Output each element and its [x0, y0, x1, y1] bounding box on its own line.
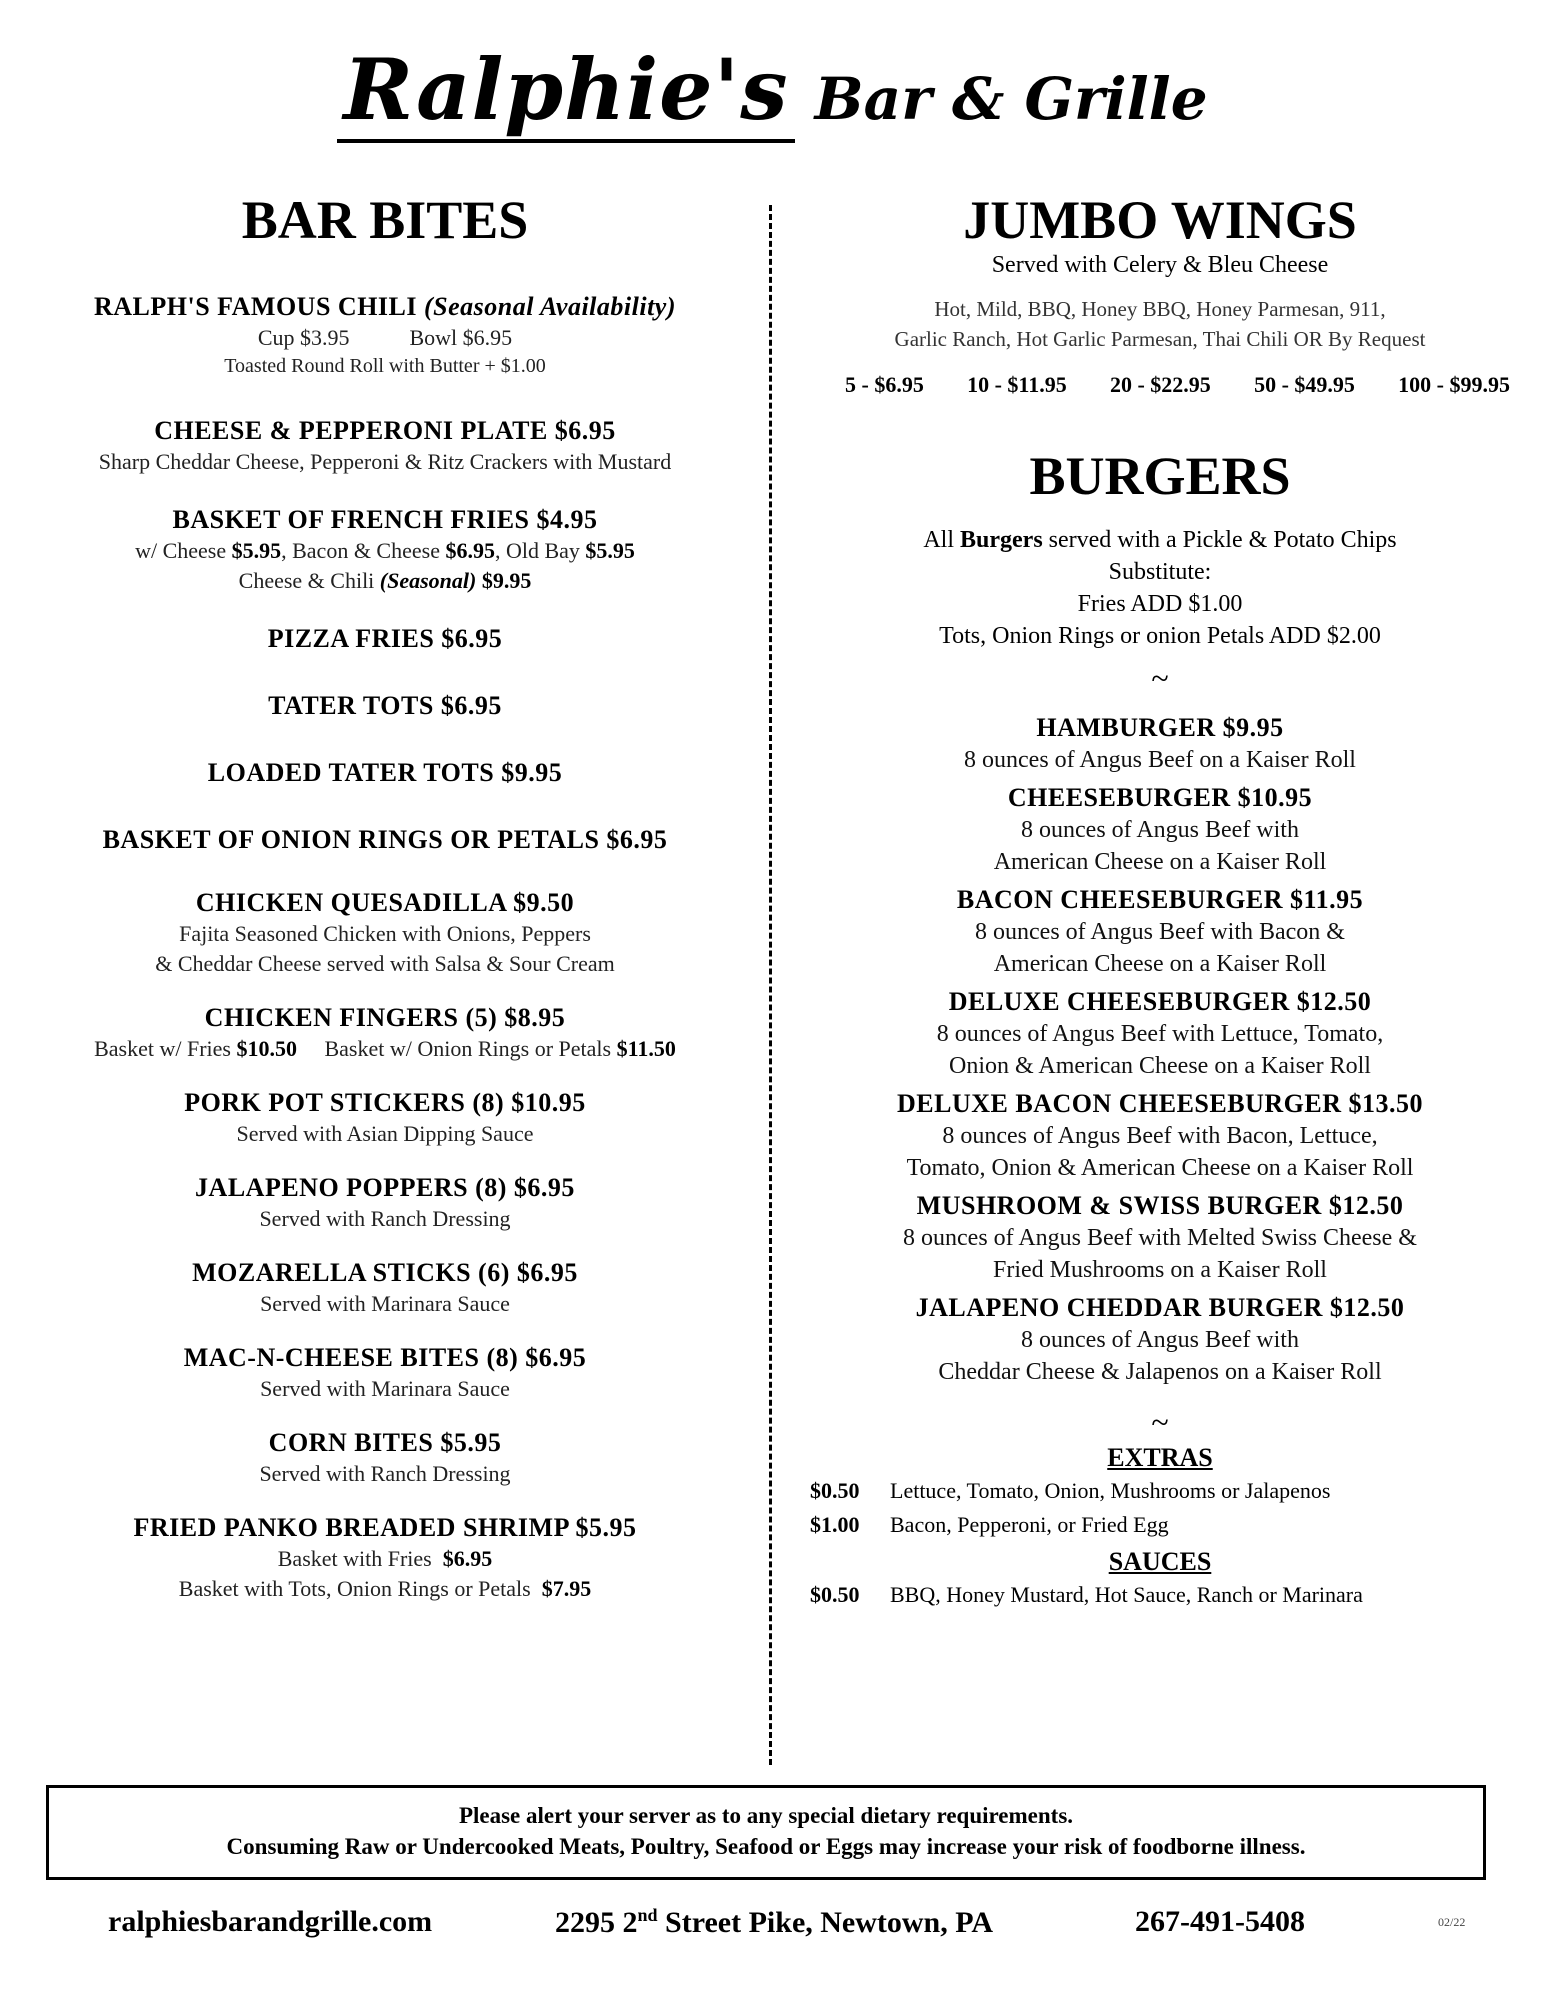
restaurant-subtitle: Bar & Grille — [814, 65, 1208, 133]
restaurant-name: Ralphie's — [337, 40, 794, 143]
item-name: MUSHROOM & SWISS BURGER $12.50 — [916, 1191, 1404, 1220]
menu-header — [0, 40, 1545, 139]
menu-item-corn-bites — [30, 1426, 740, 1489]
wings-section — [810, 190, 1510, 398]
fingers-option: Basket w/ Onion Rings or Petals — [296, 1036, 617, 1061]
menu-item-loaded-tots — [30, 756, 740, 789]
item-desc: Served with Ranch Dressing — [259, 1461, 511, 1486]
item-name: MOZARELLA STICKS (6) $6.95 — [192, 1258, 578, 1287]
bar-bites-section — [30, 190, 740, 1604]
column-divider — [769, 205, 772, 1765]
burger-intro-text: All — [923, 527, 961, 553]
item-desc: Served with Marinara Sauce — [260, 1376, 510, 1401]
menu-item-chili — [30, 290, 740, 380]
fries-option: , Old Bay — [494, 538, 586, 563]
item-desc: 8 ounces of Angus Beef with — [1021, 1327, 1299, 1353]
item-name: CHEESEBURGER $10.95 — [1007, 783, 1313, 812]
extras-section — [810, 1442, 1510, 1612]
burger-item — [810, 884, 1510, 980]
item-desc: American Cheese on a Kaiser Roll — [993, 951, 1327, 977]
item-desc: Served with Marinara Sauce — [260, 1291, 510, 1316]
shrimp-option-price: $6.95 — [442, 1546, 493, 1571]
wing-flavors-line: Hot, Mild, BBQ, Honey BBQ, Honey Parmesan, 911, — [934, 297, 1386, 321]
item-name: CHEESE & PEPPERONI PLATE $6.95 — [154, 416, 616, 445]
cup-price: Cup $3.95 — [257, 325, 350, 350]
menu-item-pizza-fries — [30, 622, 740, 655]
item-name: CHICKEN QUESADILLA $9.50 — [195, 888, 575, 917]
fries-option-price: $5.95 — [231, 538, 282, 563]
item-name: RALPH'S FAMOUS CHILI — [94, 292, 417, 321]
item-name: PIZZA FRIES $6.95 — [267, 624, 503, 653]
burger-intro-text: served with a Pickle & Potato Chips — [1042, 527, 1397, 553]
wing-price: 100 - $99.95 — [1398, 372, 1510, 397]
wing-flavors-line: Garlic Ranch, Hot Garlic Parmesan, Thai Chili OR By Request — [894, 327, 1426, 351]
website-link[interactable]: ralphiesbarandgrille.com — [108, 1905, 433, 1938]
item-desc: Sharp Cheddar Cheese, Pepperoni & Ritz Crackers with Mustard — [98, 449, 672, 474]
sauce-items: BBQ, Honey Mustard, Hot Sauce, Ranch or Marinara — [890, 1582, 1363, 1607]
item-name: BASKET OF FRENCH FRIES $4.95 — [172, 505, 598, 534]
fries-option: , Bacon & Cheese — [281, 538, 446, 563]
item-name: PORK POT STICKERS (8) $10.95 — [184, 1088, 586, 1117]
item-name: BACON CHEESEBURGER $11.95 — [956, 885, 1364, 914]
burger-substitute-fries: Fries ADD $1.00 — [1077, 591, 1243, 617]
sauce-price: $0.50 — [810, 1582, 860, 1607]
extra-items: Bacon, Pepperoni, or Fried Egg — [890, 1512, 1169, 1537]
item-desc: Served with Asian Dipping Sauce — [236, 1121, 534, 1146]
menu-item-shrimp — [30, 1511, 740, 1604]
item-desc: 8 ounces of Angus Beef with — [1021, 817, 1299, 843]
address-number: 2295 2 — [555, 1906, 638, 1939]
item-name: BASKET OF ONION RINGS OR PETALS $6.95 — [102, 825, 668, 854]
burger-substitute: Substitute: — [1108, 559, 1212, 585]
shrimp-option: Basket with Tots, Onion Rings or Petals — [178, 1576, 542, 1601]
burger-item — [810, 1292, 1510, 1388]
burger-item — [810, 1088, 1510, 1184]
menu-item-chicken-fingers — [30, 1001, 740, 1064]
burger-substitute-other: Tots, Onion Rings or onion Petals ADD $2.00 — [939, 623, 1381, 649]
item-name: HAMBURGER $9.95 — [1036, 713, 1284, 742]
wing-price: 50 - $49.95 — [1254, 372, 1355, 397]
tilde-separator: ~ — [1151, 660, 1169, 696]
footer — [0, 1905, 1545, 1945]
menu-item-fries — [30, 503, 740, 596]
item-name: DELUXE CHEESEBURGER $12.50 — [948, 987, 1372, 1016]
wing-price: 20 - $22.95 — [1109, 372, 1211, 397]
right-column — [810, 190, 1510, 1612]
menu-item-poppers — [30, 1171, 740, 1234]
bowl-price: Bowl $6.95 — [409, 325, 513, 350]
item-extra: Toasted Round Roll with Butter + $1.00 — [224, 355, 546, 377]
item-name: FRIED PANKO BREADED SHRIMP $5.95 — [133, 1513, 637, 1542]
fries-seasonal-note: (Seasonal) — [379, 568, 477, 593]
item-note: (Seasonal Availability) — [424, 292, 676, 321]
address-ordinal: nd — [637, 1905, 658, 1925]
address-street: Street Pike, Newtown, PA — [657, 1906, 994, 1939]
item-name: MAC-N-CHEESE BITES (8) $6.95 — [183, 1343, 587, 1372]
burger-item — [810, 712, 1510, 776]
item-desc: & Cheddar Cheese served with Salsa & Sour Cream — [155, 951, 615, 976]
fries-option-price: $9.95 — [476, 568, 532, 593]
fingers-option-price: $11.50 — [616, 1036, 676, 1061]
wings-served-with: Served with Celery & Bleu Cheese — [991, 252, 1329, 278]
menu-item-onion-rings — [30, 823, 740, 856]
item-desc: 8 ounces of Angus Beef with Lettuce, Tomato, — [936, 1021, 1384, 1047]
menu-item-mac-cheese — [30, 1341, 740, 1404]
item-name: JALAPENO POPPERS (8) $6.95 — [195, 1173, 575, 1202]
burger-item — [810, 1190, 1510, 1286]
fries-option: w/ Cheese — [135, 538, 232, 563]
fingers-option-price: $10.50 — [236, 1036, 297, 1061]
menu-item-mozzarella — [30, 1256, 740, 1319]
shrimp-option-price: $7.95 — [541, 1576, 592, 1601]
extra-row — [810, 1508, 1510, 1542]
address — [555, 1905, 993, 1940]
extra-price: $1.00 — [810, 1512, 860, 1537]
bar-bites-title: BAR BITES — [241, 190, 529, 250]
sauces-title: SAUCES — [1108, 1547, 1212, 1576]
burgers-section — [810, 446, 1510, 1442]
extras-title: EXTRAS — [1107, 1443, 1213, 1472]
fingers-option: Basket w/ Fries — [94, 1036, 237, 1061]
wing-price: 5 - $6.95 — [845, 372, 924, 397]
extra-items: Lettuce, Tomato, Onion, Mushrooms or Jalapenos — [890, 1478, 1331, 1503]
wing-price: 10 - $11.95 — [967, 372, 1067, 397]
phone-number: 267-491-5408 — [1135, 1905, 1305, 1938]
item-name: TATER TOTS $6.95 — [268, 691, 502, 720]
menu-item-tater-tots — [30, 689, 740, 722]
wings-title: JUMBO WINGS — [963, 190, 1357, 250]
sauce-row — [810, 1578, 1510, 1612]
burgers-title: BURGERS — [1029, 446, 1291, 506]
item-desc: 8 ounces of Angus Beef with Bacon, Lettuce, — [942, 1123, 1378, 1149]
item-desc: Fried Mushrooms on a Kaiser Roll — [993, 1257, 1327, 1283]
item-desc: Fajita Seasoned Chicken with Onions, Peppers — [179, 921, 591, 946]
item-desc: Tomato, Onion & American Cheese on a Kaiser Roll — [906, 1155, 1414, 1181]
burger-item — [810, 782, 1510, 878]
item-desc: 8 ounces of Angus Beef on a Kaiser Roll — [964, 747, 1356, 773]
menu-item-quesadilla — [30, 886, 740, 979]
item-desc: 8 ounces of Angus Beef with Melted Swiss Cheese & — [903, 1225, 1417, 1251]
menu-item-cheese-plate — [30, 414, 740, 477]
fries-option: Cheese & Chili — [238, 568, 380, 593]
revision-code: 02/22 — [1438, 1915, 1466, 1929]
item-name: DELUXE BACON CHEESEBURGER $13.50 — [897, 1089, 1423, 1118]
item-name: CORN BITES $5.95 — [268, 1428, 502, 1457]
item-desc: 8 ounces of Angus Beef with Bacon & — [975, 919, 1345, 945]
item-desc: Onion & American Cheese on a Kaiser Roll — [949, 1053, 1371, 1079]
dietary-notice — [46, 1785, 1486, 1880]
item-desc: Cheddar Cheese & Jalapenos on a Kaiser Roll — [938, 1359, 1382, 1385]
item-desc: American Cheese on a Kaiser Roll — [993, 849, 1327, 875]
burger-item — [810, 986, 1510, 1082]
fries-option-price: $5.95 — [585, 538, 635, 563]
notice-line: Please alert your server as to any special dietary requirements. — [458, 1803, 1074, 1828]
shrimp-option: Basket with Fries — [277, 1546, 443, 1571]
notice-line: Consuming Raw or Undercooked Meats, Poultry, Seafood or Eggs may increase your risk of foodborne illness. — [226, 1834, 1306, 1859]
wing-price-list — [810, 372, 1510, 398]
extra-price: $0.50 — [810, 1478, 860, 1503]
item-name: CHICKEN FINGERS (5) $8.95 — [204, 1003, 566, 1032]
menu-item-pot-stickers — [30, 1086, 740, 1149]
item-name: JALAPENO CHEDDAR BURGER $12.50 — [915, 1293, 1405, 1322]
item-desc: Served with Ranch Dressing — [259, 1206, 511, 1231]
tilde-separator: ~ — [1151, 1404, 1169, 1440]
burger-intro-bold: Burgers — [960, 527, 1043, 553]
extra-row — [810, 1474, 1510, 1508]
fries-option-price: $6.95 — [445, 538, 495, 563]
item-name: LOADED TATER TOTS $9.95 — [207, 758, 563, 787]
